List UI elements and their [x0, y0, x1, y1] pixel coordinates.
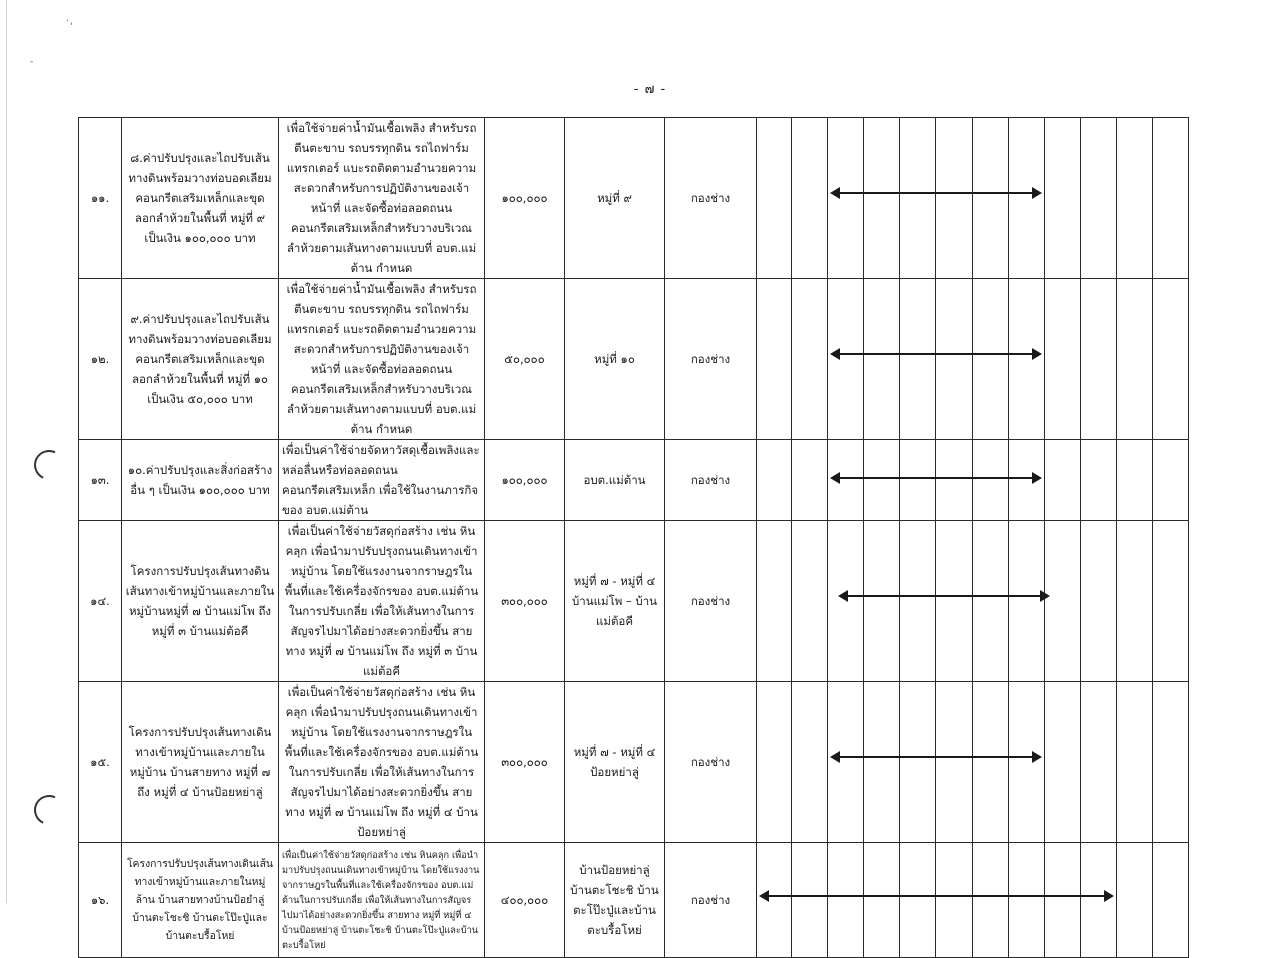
- month-cell: [1045, 118, 1081, 279]
- month-cell: [1009, 843, 1045, 958]
- month-cell: [973, 279, 1009, 440]
- month-cell: [1117, 440, 1153, 521]
- project-location: หมู่ที่ ๑๐: [565, 279, 665, 440]
- responsible-agency: กองช่าง: [665, 521, 757, 682]
- month-cell: [1045, 440, 1081, 521]
- row-number: ๑๔.: [79, 521, 122, 682]
- month-cell: [900, 843, 936, 958]
- month-cell: [864, 682, 900, 843]
- project-name: โครงการปรับปรุงเส้นทางดินเส้นทางเข้าหมู่บ้านและภายในหมู่บ้านหมู่ที่ ๗ บ้านแม่โพ ถึงหมู่ที่ ๓ บ้านแม่ต้อคี: [122, 521, 279, 682]
- schedule-arrow: [832, 756, 1040, 758]
- month-cell: [1117, 843, 1153, 958]
- month-cell: [792, 279, 828, 440]
- binder-hole: [30, 446, 68, 484]
- month-cell: [757, 440, 792, 521]
- schedule-arrow: [832, 353, 1040, 355]
- project-budget: ๓๐๐,๐๐๐: [485, 682, 565, 843]
- row-number: ๑๖.: [79, 843, 122, 958]
- project-purpose: เพื่อเป็นค่าใช้จ่ายวัสดุก่อสร้าง เช่น หินคลุก เพื่อนำมาปรับปรุงถนนเดินทางเข้าหมู่บ้าน โดยใช้แรงงานจากราษฎรในพื้นที่และใช้เครื่องจักรของ อบต.แม่ต้านในการปรับเกลี่ย เพื่อให้เส้นทางในการสัญจรไปมาได้อย่างสะดวกยิ่งขึ้น สายทาง หมู่ที่ หมู่ที่ ๔ บ้านป้อยหย่าลู่ บ้านตะโชะชิ บ้านตะโป๊ะปู่และบ้านตะบรื้อโหย่: [279, 843, 485, 958]
- month-cell: [757, 521, 792, 682]
- month-cell: [757, 682, 792, 843]
- project-purpose: เพื่อเป็นค่าใช้จ่ายวัสดุก่อสร้าง เช่น หินคลุก เพื่อนำมาปรับปรุงถนนเดินทางเข้าหมู่บ้าน โดยใช้แรงงานจากราษฎรในพื้นที่และใช้เครื่องจักรของ อบต.แม่ต้านในการปรับเกลี่ย เพื่อให้เส้นทางในการสัญจรไปมาได้อย่างสะดวกยิ่งขึ้น สายทาง หมู่ที่ ๗ บ้านแม่โพ ถึง หมู่ที่ ๓ บ้านแม่ต้อคี: [279, 521, 485, 682]
- month-cell: [1117, 682, 1153, 843]
- schedule-arrow: [840, 595, 1048, 597]
- month-cell: [973, 682, 1009, 843]
- binder-hole: [30, 791, 68, 829]
- month-cell: [973, 521, 1009, 682]
- month-cell: [1081, 279, 1117, 440]
- month-cell: [1153, 843, 1189, 958]
- table-row: [79, 118, 1189, 279]
- month-cell: [973, 843, 1009, 958]
- month-cell: [973, 440, 1009, 521]
- month-cell: [900, 521, 936, 682]
- project-plan-table: [78, 117, 1189, 958]
- month-cell: [864, 279, 900, 440]
- table-row: [79, 521, 1189, 682]
- month-cell: [900, 440, 936, 521]
- month-cell: [792, 440, 828, 521]
- month-cell: [792, 843, 828, 958]
- month-cell: [864, 440, 900, 521]
- month-cell: [900, 118, 936, 279]
- scan-speck: -: [30, 57, 34, 67]
- row-number: ๑๒.: [79, 279, 122, 440]
- month-cell: [936, 843, 973, 958]
- project-name: โครงการปรับปรุงเส้นทางเดินเส้นทางเข้าหมู่บ้านและภายในหมู่ล้าน บ้านสายทางบ้านป้อยำลู่ บ้านตะโชะชิ บ้านตะโป๊ะปู่และบ้านตะบรื้อโหย่: [122, 843, 279, 958]
- project-purpose: เพื่อใช้จ่ายค่าน้ำมันเชื้อเพลิง สำหรับรถตีนตะขาบ รถบรรทุกดิน รถไถฟาร์มแทรกเตอร์ แบะรถติดตามอำนวยความสะดวกสำหรับการปฏิบัติงานของเจ้าหน้าที่ และจัดซื้อท่อลอดถนนคอนกรีตเสริมเหล็กสำหรับวางบริเวณลำห้วยตามเส้นทางตามแบบที่ อบต.แม่ต้าน กำหนด: [279, 118, 485, 279]
- schedule-arrow: [761, 895, 1112, 897]
- table-row: [79, 440, 1189, 521]
- month-cell: [792, 521, 828, 682]
- month-cell: [936, 521, 973, 682]
- month-cell: [1153, 440, 1189, 521]
- month-cell: [1045, 843, 1081, 958]
- responsible-agency: กองช่าง: [665, 118, 757, 279]
- month-cell: [1117, 521, 1153, 682]
- month-cell: [936, 440, 973, 521]
- responsible-agency: กองช่าง: [665, 279, 757, 440]
- row-number: ๑๓.: [79, 440, 122, 521]
- schedule-arrow: [832, 192, 1040, 194]
- month-cell: [1081, 440, 1117, 521]
- project-purpose: เพื่อเป็นค่าใช้จ่ายจัดหาวัสดุเชื้อเพลิงและหล่อลื่นหรือท่อลอดถนนคอนกรีตเสริมเหล็ก เพื่อใช้ในงานภารกิจของ อบต.แม่ต้าน: [279, 440, 485, 521]
- month-cell: [1153, 521, 1189, 682]
- project-purpose: เพื่อใช้จ่ายค่าน้ำมันเชื้อเพลิง สำหรับรถตีนตะขาบ รถบรรทุกดิน รถไถฟาร์มแทรกเตอร์ แบะรถติดตามอำนวยความสะดวกสำหรับการปฏิบัติงานของเจ้าหน้าที่ และจัดซื้อท่อลอดถนนคอนกรีตเสริมเหล็กสำหรับวางบริเวณลำห้วยตามเส้นทางตามแบบที่ อบต.แม่ต้าน กำหนด: [279, 279, 485, 440]
- month-cell: [757, 118, 792, 279]
- project-purpose: เพื่อเป็นค่าใช้จ่ายวัสดุก่อสร้าง เช่น หินคลุก เพื่อนำมาปรับปรุงถนนเดินทางเข้าหมู่บ้าน โดยใช้แรงงานจากราษฎรในพื้นที่และใช้เครื่องจักรของ อบต.แม่ต้านในการปรับเกลี่ย เพื่อให้เส้นทางในการสัญจรไปมาได้อย่างสะดวกยิ่งขึ้น สายทาง หมู่ที่ ๗ บ้านแม่โพ ถึง หมู่ที่ ๔ บ้านป้อยหย่าลู่: [279, 682, 485, 843]
- month-cell: [1045, 279, 1081, 440]
- month-cell: [864, 843, 900, 958]
- table-row: [79, 682, 1189, 843]
- month-cell: [1117, 279, 1153, 440]
- project-budget: ๑๐๐,๐๐๐: [485, 440, 565, 521]
- month-cell: [1153, 279, 1189, 440]
- schedule-arrow: [832, 477, 1040, 479]
- project-budget: ๔๐๐,๐๐๐: [485, 843, 565, 958]
- month-cell: [1081, 682, 1117, 843]
- project-budget: ๓๐๐,๐๐๐: [485, 521, 565, 682]
- month-cell: [1081, 521, 1117, 682]
- responsible-agency: กองช่าง: [665, 843, 757, 958]
- month-cell: [900, 279, 936, 440]
- month-cell: [900, 682, 936, 843]
- month-cell: [936, 279, 973, 440]
- month-cell: [1117, 118, 1153, 279]
- month-cell: [828, 843, 864, 958]
- month-cell: [757, 279, 792, 440]
- project-location: หมู่ที่ ๙: [565, 118, 665, 279]
- row-number: ๑๑.: [79, 118, 122, 279]
- month-cell: [1153, 118, 1189, 279]
- month-cell: [936, 682, 973, 843]
- scan-speck: ': [70, 22, 73, 32]
- project-location: บ้านป้อยหย่าลู่ บ้านตะโชะชิ บ้านตะโป๊ะปู่และบ้านตะบรื้อโหย่: [565, 843, 665, 958]
- project-budget: ๑๐๐,๐๐๐: [485, 118, 565, 279]
- project-name: ๘.ค่าปรับปรุงและไถปรับเส้นทางดินพร้อมวางท่อบอดเลียมคอนกรีตเสริมเหล็กและขุดลอกลำห้วยในพื้นที่ หมู่ที่ ๙ เป็นเงิน ๑๐๐,๐๐๐ บาท: [122, 118, 279, 279]
- month-cell: [1045, 682, 1081, 843]
- project-name: ๙.ค่าปรับปรุงและไถปรับเส้นทางดินพร้อมวางท่อบอดเลียมคอนกรีตเสริมเหล็กและขุดลอกลำห้วยในพื้นที่ หมู่ที่ ๑๐ เป็นเงิน ๕๐,๐๐๐ บาท: [122, 279, 279, 440]
- project-location: หมู่ที่ ๗ - หมู่ที่ ๔ บ้านแม่โพ – บ้านแม่ต้อคี: [565, 521, 665, 682]
- month-cell: [864, 521, 900, 682]
- table-row: [79, 843, 1189, 958]
- month-cell: [864, 118, 900, 279]
- page-number: - ๗ -: [633, 82, 667, 97]
- month-cell: [792, 682, 828, 843]
- project-budget: ๕๐,๐๐๐: [485, 279, 565, 440]
- table-row: [79, 279, 1189, 440]
- project-name: โครงการปรับปรุงเส้นทางเดินทางเข้าหมู่บ้านและภายในหมู่บ้าน บ้านสายทาง หมู่ที่ ๗ ถึง หมู่ที่ ๔ บ้านป้อยหย่าลู่: [122, 682, 279, 843]
- month-cell: [1081, 118, 1117, 279]
- month-cell: [973, 118, 1009, 279]
- project-name: ๑๐.ค่าปรับปรุงและสิ่งก่อสร้างอื่น ๆ เป็นเงิน ๑๐๐,๐๐๐ บาท: [122, 440, 279, 521]
- project-location: อบต.แม่ต้าน: [565, 440, 665, 521]
- responsible-agency: กองช่าง: [665, 440, 757, 521]
- project-location: หมู่ที่ ๗ - หมู่ที่ ๔ ป้อยหย่าลู่: [565, 682, 665, 843]
- scan-speck: .: [66, 14, 69, 24]
- page-edge: [6, 0, 7, 903]
- row-number: ๑๕.: [79, 682, 122, 843]
- responsible-agency: กองช่าง: [665, 682, 757, 843]
- month-cell: [936, 118, 973, 279]
- month-cell: [1009, 521, 1045, 682]
- month-cell: [792, 118, 828, 279]
- month-cell: [1153, 682, 1189, 843]
